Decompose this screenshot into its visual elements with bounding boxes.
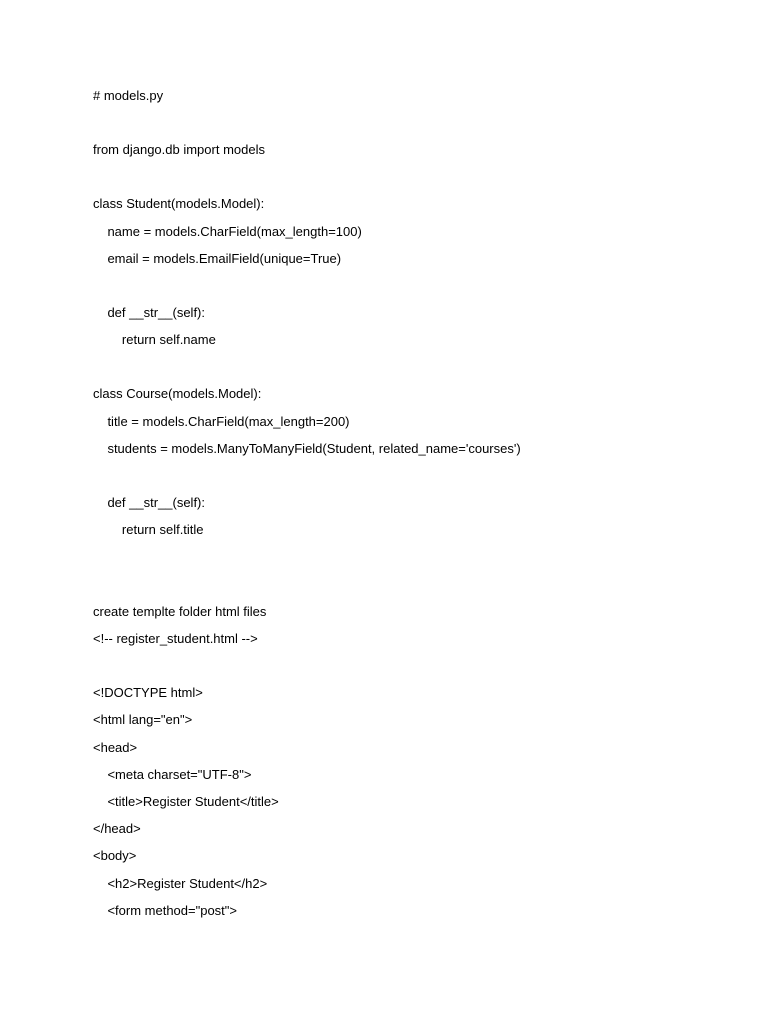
text-line: return self.name — [93, 332, 216, 347]
text-line: <html lang="en"> — [93, 712, 193, 727]
text-line: # models.py — [93, 88, 164, 103]
text-line: create templte folder html files — [93, 604, 267, 619]
text-line: <!DOCTYPE html> — [93, 685, 203, 700]
text-line: def __str__(self): — [93, 305, 205, 320]
text-line: <form method="post"> — [93, 903, 237, 918]
text-line: title = models.CharField(max_length=200) — [93, 414, 350, 429]
text-line: from django.db import models — [93, 142, 265, 157]
text-line: <h2>Register Student</h2> — [93, 876, 268, 891]
text-line: <head> — [93, 740, 138, 755]
text-line: email = models.EmailField(unique=True) — [93, 251, 342, 266]
text-line: class Student(models.Model): — [93, 196, 265, 211]
text-line: </head> — [93, 821, 141, 836]
text-line: <!-- register_student.html --> — [93, 631, 258, 646]
text-line: name = models.CharField(max_length=100) — [93, 224, 362, 239]
text-line: <title>Register Student</title> — [93, 794, 279, 809]
text-line: <body> — [93, 848, 137, 863]
text-line: <meta charset="UTF-8"> — [93, 767, 252, 782]
text-line: def __str__(self): — [93, 495, 205, 510]
text-line: class Course(models.Model): — [93, 386, 262, 401]
text-line: students = models.ManyToManyField(Student, related_name='courses') — [93, 441, 521, 456]
text-line: return self.title — [93, 522, 204, 537]
